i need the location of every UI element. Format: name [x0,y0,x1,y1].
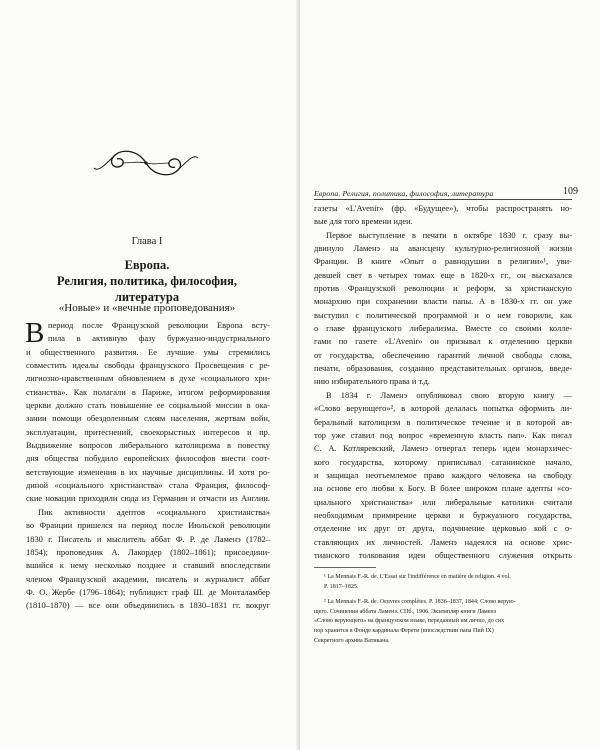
text-line: и защищал неотъемлемое право каждого человека на свободу [314,469,572,480]
text-line: период после Французской революции Европа всту- [48,320,270,330]
text-line: Пик активности адептов «социального христианства» [38,506,270,517]
right-body-text [314,202,572,562]
text-line: и общественного развития. Ее лучшие умы стремились [26,346,270,357]
text-line: пила в активную фазу буржуазно-индустриального [48,333,270,344]
text-line: диной «социального христианства» стала Франция, философ- [26,480,270,491]
footnote-line: щего. Сочинения аббата Ламенэ. СПб., 1906. Экземпляр книги Ламенэ [314,608,497,615]
text-line: ветствующие изменения в их научные дисциплины. И хотя ро- [26,466,270,477]
drop-cap: В [25,317,45,349]
text-line: С. А. Котляревский, Ламенэ отвергал теперь идеи монархичес- [314,443,572,454]
text-line: необходимым примирение церкви и буржуазного государства, [314,509,572,520]
text-line: против Французской революции и реформ, за христианскую [314,283,572,294]
footnote-line: ¹ La Mennais F.-R. de. L'Essai sur l'indifférence en matière de religion. 4 vol. [324,574,511,580]
text-line: нию избирательного права и т.д. [314,376,431,387]
text-line: Ф. О. Жербе (1796–1864); публицист граф Ш. де Монталамбер [26,586,270,597]
text-line: 1830 г. Писатель и мыслитель аббат Ф. Р. де Ламенэ (1782– [26,533,270,544]
left-body-text [26,319,270,613]
text-line: (1810–1870) — все они объединились в 1830–1831 гг. вокруг [26,600,270,611]
footnote-line: «Слово верующего» на французском языке, переданный им лично, до сих [314,618,505,625]
text-line: о главе французского либерализма. Вместе со своими колле- [314,323,572,334]
text-line: отделение их друг от друга, подчинение церковью кой с о- [314,523,572,534]
text-line: эксплуатации, притеснений, своекорыстных интересов и пр. [26,426,270,437]
text-line: «Слово верующего»², в которой делалась попытка оформить ли- [314,403,572,414]
text-line: беральный католицизм в политическое течение и в которой ав- [314,416,572,427]
text-line: Первое выступление в печати в октябре 1830 г. сразу вы- [326,229,572,240]
text-line: газеты «L'Avenir» (фр. «Будущее»), чтобы распространять но- [314,203,572,213]
footnotes [314,573,572,646]
text-line: лигиозно-нравственным обновлением в духе «социального хри- [26,373,270,384]
left-page [0,0,299,750]
text-line: зании помощи обездоленным слоям населения, жертвам войн, [26,413,270,424]
page-number: 109 [563,186,578,197]
text-line: выступил с политической программой и о нем говорили, как [314,309,572,320]
footnote-line: ² La Mennais F.-R. de. Oeuvres complètes. P. 1836–1837, 1844; Слово верую- [324,599,516,606]
text-line: Франции. В книге «Опыт о равнодушии в религии»¹, уви- [314,256,572,267]
text-line: циального христианства» или либеральные католики считали [314,496,572,507]
text-line: на основе его любви к Богу. В более широком плане адепты «со- [314,483,572,494]
footnote-line: пор хранится в Фонде кардинала Ферети (впоследствии папа Пий IX) [314,627,494,634]
text-line: В 1834 г. Ламенэ опубликовал свою вторую книгу — [326,389,572,400]
text-line: дня общества побудило европейских философов внести соот- [26,453,270,464]
text-line: от государства, обеспечению гарантий личной свободы слова, [314,349,572,360]
right-page [300,0,600,750]
text-line: тор уже ставил под вопрос «временную власть пап». Как писал [314,429,572,440]
footnote-line: Секретного архива Ватикана. [314,637,390,644]
text-line: монархию при сохранении власти папы. А в 1830-х гг. он уже [314,296,572,307]
text-line: стианства». Как полагали в Париже, итогом реформирования [26,386,270,397]
text-line: вые для того времени идеи. [314,216,413,227]
text-line: ские новации приходили сюда из Германии и отчасти из Англии. [26,493,270,504]
text-line: девшей свет в четырех томах еще в 1820-х гг., он высказался [314,269,572,280]
text-line: вшийся к нему несколько позднее и ставший впоследствии [26,560,270,571]
chapter-title-line: литература [114,290,180,304]
text-line: печати, образования, созданию представительных органов, введе- [314,363,572,374]
text-line: гами по газете «L'Avenir» он призывал к отделению церкви [314,336,572,347]
chapter-title [0,257,294,305]
text-line: кого государства, которому приписывал сатанинское начало, [314,456,572,467]
decorative-flourish-icon [92,142,200,184]
text-line: Выдвижение вопросов либерального католицизма в повестку [26,440,270,451]
footnote-line: P. 1817–1825. [324,583,359,590]
chapter-title-line: Европа. [124,258,170,272]
text-line: во Франции пришелся на период после Июльской революции [26,520,270,531]
footnote-rule [314,567,376,568]
header-rule [314,199,572,200]
chapter-title-line: Религия, политика, философия, [56,274,238,288]
text-line: тианского толкования идеи общественного служения открыть [314,549,572,560]
text-line: членом Французской академии, писатель и журналист аббат [26,573,270,584]
running-head: Европа. Религия, политика, философия, литература [314,189,494,198]
text-line: церкви должно стать повышение ее социальной миссии в ока- [26,400,270,411]
text-line: ставляющих их личностей. Ламенэ надеялся на основе хрис- [314,536,572,547]
text-line: 1854); проповедник А. Лакордер (1802–1861); присоедини- [26,546,270,557]
chapter-label: Глава I [131,236,163,247]
text-line: двинуло Ламенэ на авансцену культурно-религиозной жизни [314,243,572,254]
text-line: совместить идеалы свободы французского Просвещения с ре- [26,360,270,371]
section-title: «Новые» и «вечные проповедования» [58,302,236,314]
